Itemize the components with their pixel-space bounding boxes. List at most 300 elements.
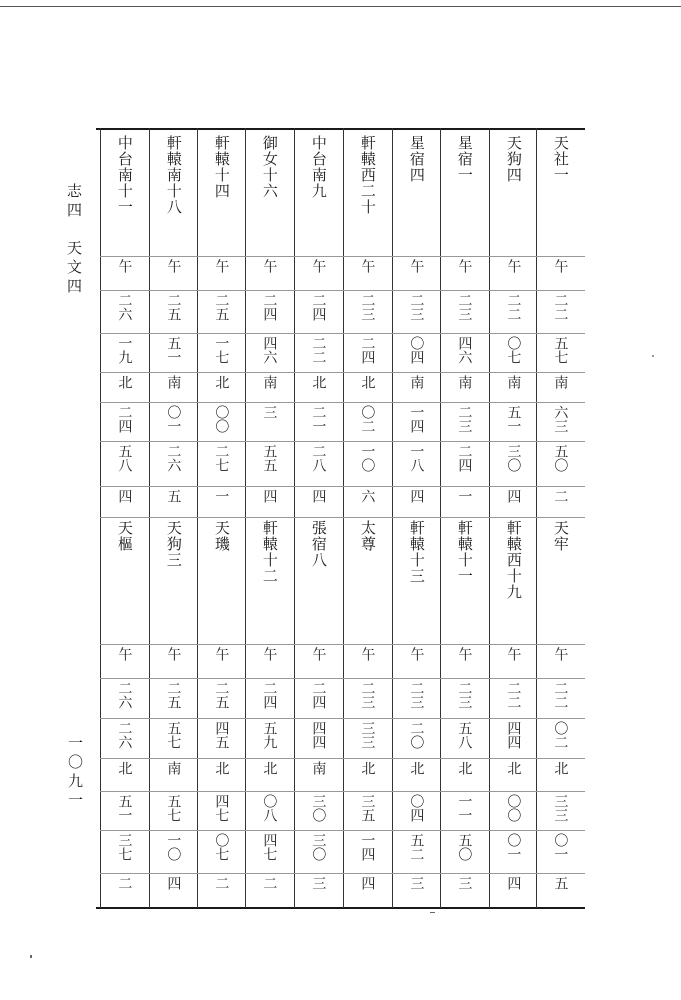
value-cell [294, 290, 342, 333]
value-cell [440, 873, 488, 907]
star-name-cell-text: 軒轅十二 [260, 520, 279, 584]
value-cell [536, 758, 584, 791]
value-cell-text: 午 [310, 259, 327, 273]
value-cell [343, 486, 391, 517]
value-cell [343, 791, 391, 830]
value-cell-text: 二五 [165, 681, 182, 709]
value-cell [392, 256, 440, 290]
value-cell-text: 五一 [116, 794, 133, 822]
value-cell-text: 一九 [116, 336, 133, 364]
value-cell-text: 四四 [310, 721, 327, 749]
star-name-cell-text: 天樞 [115, 520, 134, 552]
value-cell-text: 午 [408, 647, 425, 661]
value-cell-text: 二二 [310, 336, 327, 364]
value-cell-text: 午 [116, 259, 133, 273]
value-cell-text: 三 [408, 876, 425, 890]
value-cell [392, 758, 440, 791]
value-cell [100, 791, 148, 830]
value-cell-text: 三七 [116, 833, 133, 861]
value-cell-text: 南 [408, 375, 425, 389]
value-cell [197, 873, 245, 907]
value-cell-text: 二五 [165, 293, 182, 321]
value-cell-text: 北 [505, 761, 522, 775]
value-cell [489, 372, 537, 402]
star-name-cell-text: 中台南十一 [115, 135, 134, 215]
value-cell-text: 北 [456, 761, 473, 775]
value-cell-text: 三 [310, 876, 327, 890]
value-cell [149, 758, 197, 791]
value-cell [294, 333, 342, 372]
value-cell [149, 290, 197, 333]
value-cell-text: 南 [505, 375, 522, 389]
value-cell [149, 830, 197, 873]
value-cell [100, 873, 148, 907]
value-cell [245, 644, 293, 678]
value-cell [197, 830, 245, 873]
star-name-cell-text: 軒轅西十九 [504, 520, 523, 600]
value-cell-text: 北 [213, 761, 230, 775]
row-divider [100, 718, 585, 719]
star-name-cell-text: 天牢 [551, 520, 570, 552]
value-cell [294, 830, 342, 873]
value-cell-text: 午 [213, 647, 230, 661]
value-cell-text: 北 [310, 375, 327, 389]
value-cell-text: 四七 [261, 833, 278, 861]
value-cell [392, 873, 440, 907]
value-cell [392, 402, 440, 441]
star-name-cell [100, 132, 148, 256]
value-cell [392, 333, 440, 372]
value-cell [197, 678, 245, 718]
chapter-heading: 志四 天文四 [65, 183, 83, 297]
value-cell [149, 333, 197, 372]
value-cell [100, 486, 148, 517]
star-name-cell-text: 星宿四 [407, 135, 426, 183]
star-name-cell [294, 132, 342, 256]
value-cell [489, 873, 537, 907]
value-cell-text: 五〇 [552, 444, 569, 472]
value-cell-text: 二 [552, 489, 569, 503]
value-cell [440, 758, 488, 791]
value-cell [197, 333, 245, 372]
value-cell [245, 441, 293, 486]
value-cell [100, 758, 148, 791]
value-cell-text: 四 [310, 489, 327, 503]
value-cell-text: 四七 [213, 794, 230, 822]
value-cell-text: 四 [165, 876, 182, 890]
value-cell [343, 644, 391, 678]
value-cell-text: 五八 [456, 721, 473, 749]
value-cell-text: 午 [116, 647, 133, 661]
value-cell [294, 758, 342, 791]
value-cell [343, 873, 391, 907]
value-cell [536, 644, 584, 678]
value-cell [245, 791, 293, 830]
value-cell [149, 372, 197, 402]
value-cell [149, 873, 197, 907]
value-cell [489, 791, 537, 830]
value-cell-text: 三三 [552, 794, 569, 822]
value-cell [149, 486, 197, 517]
row-divider [100, 830, 585, 831]
value-cell-text: 北 [359, 375, 376, 389]
value-cell [149, 644, 197, 678]
value-cell-text: 二五 [213, 681, 230, 709]
value-cell-text: 三〇 [310, 833, 327, 861]
value-cell-text: 〇二 [552, 721, 569, 749]
value-cell [440, 830, 488, 873]
value-cell-text: 〇七 [505, 336, 522, 364]
value-cell-text: 五二 [408, 833, 425, 861]
value-cell [440, 372, 488, 402]
value-cell-text: 一七 [213, 336, 230, 364]
star-name-cell [245, 517, 293, 644]
value-cell-text: 五七 [165, 721, 182, 749]
star-name-cell [197, 517, 245, 644]
star-name-cell [489, 517, 537, 644]
value-cell-text: 二四 [456, 444, 473, 472]
value-cell [536, 333, 584, 372]
value-cell-text: 五七 [552, 336, 569, 364]
value-cell [440, 402, 488, 441]
value-cell [536, 718, 584, 758]
row-divider [100, 873, 585, 874]
value-cell [392, 290, 440, 333]
value-cell [197, 486, 245, 517]
value-cell-text: 四 [408, 489, 425, 503]
star-name-cell-text: 天狗四 [504, 135, 523, 183]
value-cell-text: 二六 [116, 681, 133, 709]
value-cell-text: 一四 [408, 405, 425, 433]
value-cell-text: 午 [261, 259, 278, 273]
value-cell-text: 午 [456, 259, 473, 273]
row-divider [100, 256, 585, 257]
value-cell [197, 256, 245, 290]
value-cell [536, 873, 584, 907]
star-name-cell [343, 517, 391, 644]
star-name-cell [536, 132, 584, 256]
value-cell [149, 256, 197, 290]
star-name-cell [149, 517, 197, 644]
value-cell-text: 一 [213, 489, 230, 503]
value-cell-text: 二 [261, 876, 278, 890]
table-bottom-rule [96, 907, 585, 909]
value-cell [489, 333, 537, 372]
value-cell-text: 二三 [359, 293, 376, 321]
value-cell-text: 五一 [505, 405, 522, 433]
value-cell [536, 678, 584, 718]
star-name-cell-text: 軒轅南十八 [164, 135, 183, 215]
value-cell [197, 441, 245, 486]
star-name-cell-text: 天璣 [212, 520, 231, 552]
row-divider [100, 402, 585, 403]
value-cell-text: 南 [456, 375, 473, 389]
value-cell [197, 718, 245, 758]
value-cell [536, 830, 584, 873]
value-cell [343, 402, 391, 441]
star-name-cell-text: 中台南九 [309, 135, 328, 199]
row-divider [100, 486, 585, 487]
value-cell-text: 午 [165, 259, 182, 273]
value-cell [197, 402, 245, 441]
value-cell-text: 午 [552, 259, 569, 273]
value-cell-text: 二四 [310, 293, 327, 321]
value-cell-text: 五 [165, 489, 182, 503]
value-cell [245, 486, 293, 517]
value-cell [536, 290, 584, 333]
value-cell-text: 一〇 [165, 833, 182, 861]
value-cell [197, 758, 245, 791]
value-cell-text: 五 [552, 876, 569, 890]
value-cell-text: 二六 [116, 293, 133, 321]
value-cell [489, 830, 537, 873]
star-name-cell [294, 517, 342, 644]
value-cell-text: 午 [505, 259, 522, 273]
value-cell [245, 333, 293, 372]
value-cell [343, 718, 391, 758]
value-cell [440, 256, 488, 290]
value-cell [100, 333, 148, 372]
value-cell [294, 256, 342, 290]
row-divider [100, 441, 585, 442]
value-cell-text: 二一 [310, 405, 327, 433]
value-cell-text: 〇一 [165, 405, 182, 433]
value-cell [392, 791, 440, 830]
value-cell-text: 午 [213, 259, 230, 273]
value-cell-text: 二三 [359, 681, 376, 709]
value-cell-text: 四 [116, 489, 133, 503]
value-cell-text: 午 [552, 647, 569, 661]
value-cell-text: 北 [116, 761, 133, 775]
value-cell [149, 791, 197, 830]
value-cell [489, 486, 537, 517]
value-cell [536, 441, 584, 486]
value-cell [392, 441, 440, 486]
value-cell [100, 290, 148, 333]
value-cell [536, 372, 584, 402]
value-cell-text: 六 [359, 489, 376, 503]
value-cell [343, 441, 391, 486]
value-cell [245, 402, 293, 441]
value-cell [100, 644, 148, 678]
value-cell [197, 290, 245, 333]
value-cell-text: 二四 [116, 405, 133, 433]
value-cell-text: 〇〇 [505, 794, 522, 822]
value-cell-text: 二二 [505, 681, 522, 709]
value-cell-text: 一四 [359, 833, 376, 861]
value-cell-text: 二〇 [408, 721, 425, 749]
value-cell-text: 午 [310, 647, 327, 661]
row-divider [100, 290, 585, 291]
value-cell-text: 〇四 [408, 794, 425, 822]
top-border-rule [0, 6, 681, 7]
value-cell [245, 873, 293, 907]
value-cell [489, 402, 537, 441]
row-divider [100, 372, 585, 373]
value-cell [343, 758, 391, 791]
value-cell-text: 南 [552, 375, 569, 389]
value-cell [392, 486, 440, 517]
value-cell [489, 256, 537, 290]
value-cell-text: 北 [359, 761, 376, 775]
value-cell-text: 二八 [310, 444, 327, 472]
value-cell [245, 830, 293, 873]
value-cell [343, 256, 391, 290]
value-cell-text: 午 [261, 647, 278, 661]
row-divider [100, 333, 585, 334]
value-cell-text: 南 [261, 375, 278, 389]
row-divider [100, 644, 585, 645]
star-name-cell-text: 軒轅十一 [455, 520, 474, 584]
value-cell-text: 一〇 [359, 444, 376, 472]
value-cell [536, 486, 584, 517]
star-name-cell-text: 天社一 [551, 135, 570, 183]
value-cell-text: 二二 [552, 293, 569, 321]
value-cell [197, 372, 245, 402]
value-cell [100, 718, 148, 758]
star-name-cell [392, 517, 440, 644]
value-cell [245, 256, 293, 290]
value-cell [489, 290, 537, 333]
value-cell [489, 718, 537, 758]
value-cell [489, 758, 537, 791]
value-cell-text: 〇七 [213, 833, 230, 861]
value-cell [100, 256, 148, 290]
star-name-cell-text: 軒轅十三 [407, 520, 426, 584]
value-cell-text: 二四 [359, 336, 376, 364]
star-name-cell [392, 132, 440, 256]
value-cell [294, 402, 342, 441]
value-cell-text: 一 [456, 489, 473, 503]
value-cell-text: 北 [116, 375, 133, 389]
value-cell [489, 441, 537, 486]
print-speck [30, 955, 32, 958]
value-cell [343, 372, 391, 402]
value-cell [536, 402, 584, 441]
value-cell [536, 791, 584, 830]
value-cell [343, 830, 391, 873]
value-cell [489, 644, 537, 678]
value-cell-text: 午 [456, 647, 473, 661]
value-cell-text: 三三 [359, 721, 376, 749]
value-cell-text: 五一 [165, 336, 182, 364]
value-cell-text: 二 [213, 876, 230, 890]
value-cell-text: 北 [213, 375, 230, 389]
value-cell-text: 四 [261, 489, 278, 503]
value-cell [392, 830, 440, 873]
value-cell [294, 644, 342, 678]
value-cell-text: 五〇 [456, 833, 473, 861]
value-cell-text: 南 [165, 375, 182, 389]
value-cell-text: 三五 [359, 794, 376, 822]
value-cell [197, 644, 245, 678]
value-cell-text: 〇四 [408, 336, 425, 364]
value-cell-text: 二三 [408, 293, 425, 321]
value-cell-text: 〇一 [505, 833, 522, 861]
value-cell [489, 678, 537, 718]
value-cell-text: 四五 [213, 721, 230, 749]
value-cell-text: 四六 [261, 336, 278, 364]
star-name-cell [440, 517, 488, 644]
value-cell-text: 五八 [116, 444, 133, 472]
value-cell [149, 718, 197, 758]
star-name-cell [440, 132, 488, 256]
value-cell-text: 一一 [456, 794, 473, 822]
value-cell-text: 四 [505, 876, 522, 890]
value-cell-text: 南 [165, 761, 182, 775]
value-cell-text: 三 [456, 876, 473, 890]
value-cell-text: 午 [359, 259, 376, 273]
value-cell [343, 678, 391, 718]
value-cell-text: 北 [552, 761, 569, 775]
value-cell-text: 二三 [456, 681, 473, 709]
value-cell-text: 二六 [116, 721, 133, 749]
star-name-cell [489, 132, 537, 256]
value-cell [197, 791, 245, 830]
star-name-cell-text: 太尊 [358, 520, 377, 552]
value-cell-text: 二二 [505, 293, 522, 321]
value-cell-text: 二七 [213, 444, 230, 472]
value-cell-text: 二二 [552, 681, 569, 709]
value-cell-text: 北 [408, 761, 425, 775]
value-cell [294, 791, 342, 830]
value-cell-text: 〇二 [359, 405, 376, 433]
value-cell [440, 333, 488, 372]
value-cell [245, 758, 293, 791]
row-divider [100, 758, 585, 759]
value-cell [245, 718, 293, 758]
value-cell-text: 三 [261, 405, 278, 419]
value-cell-text: 四 [505, 489, 522, 503]
value-cell-text: 二三 [456, 293, 473, 321]
value-cell-text: 四六 [456, 336, 473, 364]
value-cell [392, 678, 440, 718]
value-cell-text: 四四 [505, 721, 522, 749]
star-name-cell-text: 星宿一 [455, 135, 474, 183]
value-cell [343, 333, 391, 372]
value-cell-text: 五五 [261, 444, 278, 472]
value-cell [392, 644, 440, 678]
page-number: 一〇九一 [66, 735, 84, 811]
value-cell-text: 六三 [552, 405, 569, 433]
value-cell [536, 256, 584, 290]
value-cell-text: 二四 [261, 293, 278, 321]
value-cell [294, 441, 342, 486]
value-cell [245, 372, 293, 402]
value-cell-text: 三〇 [310, 794, 327, 822]
value-cell-text: 二三 [408, 681, 425, 709]
value-cell [294, 718, 342, 758]
value-cell [343, 290, 391, 333]
star-name-cell [100, 517, 148, 644]
value-cell-text: 午 [165, 647, 182, 661]
value-cell [440, 718, 488, 758]
star-name-cell [197, 132, 245, 256]
print-speck [652, 355, 654, 357]
star-name-cell [536, 517, 584, 644]
star-name-cell-text: 張宿八 [309, 520, 328, 568]
star-name-cell [343, 132, 391, 256]
value-cell-text: 〇一 [552, 833, 569, 861]
value-cell [440, 644, 488, 678]
value-cell [294, 678, 342, 718]
star-name-cell-text: 御女十六 [260, 135, 279, 199]
value-cell-text: 二四 [310, 681, 327, 709]
value-cell [440, 791, 488, 830]
value-cell-text: 四 [359, 876, 376, 890]
value-cell-text: 北 [261, 761, 278, 775]
value-cell [149, 441, 197, 486]
